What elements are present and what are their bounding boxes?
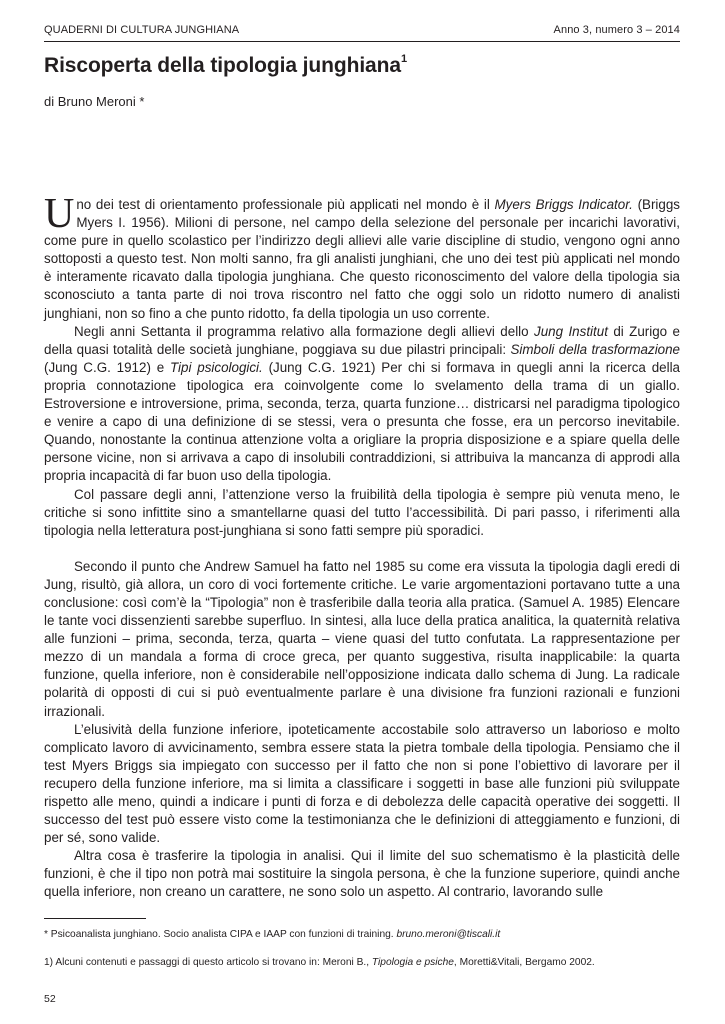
paragraph-text: (Jung C.G. 1912) e <box>44 359 170 375</box>
paragraph-italic: Tipi psicologici. <box>169 359 263 375</box>
paragraph-6: Altra cosa è trasferire la tipologia in analisi. Qui il limite del suo schematismo è la plasticità delle funzioni, è che il tipo non potrà mai sostituire la singola persona, è che la funzione superiore, quindi anche quella inferiore, non creano un carattere, ne sono solo un aspetto. Al contrario, lavorando sulle <box>44 848 680 900</box>
paragraph-5: L’elusività della funzione inferiore, ipoteticamente accostabile solo attraverso un laborioso e molto complicato lavoro di avvicinamento, sembra essere stata la pietra tombale della tipologia. Pensiamo che il test Myers Briggs sia impiegato con successo per il fatto che non si pone l’obiettivo di lavorare per il recupero della funzione inferiore, ma si limita a classificare i soggetti in base alle funzioni più sviluppate rispetto alle meno, quindi a indicare i punti di forza e di debolezza delle capacità operative dei soggetti. Il successo del test può essere visto come la testimonianza che le definizioni di atteggiamento e funzioni, di per sé, sono valide. <box>44 721 680 846</box>
footnote-text: , Moretti&Vitali, Bergamo 2002. <box>453 957 595 968</box>
paragraph-italic: Simboli della trasformazione <box>510 341 681 357</box>
paragraph-4: Secondo il punto che Andrew Samuel ha fatto nel 1985 su come era vissuta la tipologia dagli eredi di Jung, risultò, già allora, un coro di voci fortemente critiche. Le varie argomentazioni portavano tutte a una conclusione: così com’è la “Tipologia” non è trasferibile dalla teoria alla pratica. (Samuel A. 1985) Elencare le tante voci dissenzienti sarebbe superfluo. In sintesi, alla luce della pratica analitica, la quaternità relativa alle funzioni – prima, seconda, terza, quarta – viene quasi del tutto confutata. La rappresentazione per mezzo di un mandala a forma di croce greca, per quanto suggestiva, risulta inapplicabile: la quarta funzione, quella inferiore, non è considerabile nell’opposizione indicata dallo schema di Jung. La radicale polarità di opposti di cui si può eventualmente parlare è una divisione fra funzioni razionali e funzioni irrazionali. <box>44 558 680 719</box>
article-title-text: Riscoperta della tipologia junghiana <box>44 54 401 77</box>
drop-cap: U <box>44 191 75 237</box>
paragraph-text: Negli anni Settanta il programma relativo alla formazione degli allievi dello <box>74 323 535 339</box>
paragraph-text: (Briggs Myers I. 1956). Milioni di persone, nel campo della selezione del personale per incarichi lavorativi, come pure in quello scolastico per l’indirizzo degli allievi alle varie discipline di studio, vengono ogni anno sottoposti a questo test. Non molti sanno, fra gli analisti junghiani, che uno dei test più applicati nel mondo è interamente ricavato dalla tipologia junghiana. Che questo riconoscimento del valore della tipologia sia sconosciuto a tanta parte di noi trova riscontro nel fatto che oggi solo un ridotto numero di analisti junghiani, non so fino a che punto ridotto, fa della tipologia un uso corrente. <box>44 197 681 321</box>
footnote-text: * Psicoanalista junghiano. Socio analista CIPA e IAAP con funzioni di training. <box>44 929 397 940</box>
paragraph-text: no dei test di orientamento professionale più applicati nel mondo è il <box>76 197 495 212</box>
article-title <box>44 54 407 78</box>
paragraph-text: (Jung C.G. 1921) Per chi si formava in quegli anni la ricerca della propria connotazione tipologica era coinvolgente come lo svelamento della trama di un giallo. Estroversione e introversione, prima, seconda, terza, quarta funzione… districarsi nel paradigma tipologico e venire a capo di una definizione di se stessi, vera o presunta che fosse, era un percorso inevitabile. Quando, nonostante la continua attenzione volta a origliare la propria disposizione e a spiare quella delle persone vicine, non si arrivava a capo di insolubili contraddizioni, si attribuiva la mancanza di approdi alla propria incapacità di far buon uso della tipologia. <box>44 359 680 484</box>
article-body <box>44 191 681 902</box>
footnote-text: 1) Alcuni contenuti e passaggi di questo articolo si trovano in: Meroni B., <box>44 957 372 968</box>
paragraph-3: Col passare degli anni, l’attenzione verso la fruibilità della tipologia è sempre più venuta meno, le critiche si sono infittite sino a smantellarne quasi del tutto l’accessibilità. Di pari passo, i riferimenti alla tipologia nella letteratura post-junghiana si sono fatti sempre più sporadici. <box>44 486 680 538</box>
paragraph-text: di Zurigo e della quasi totalità delle società junghiane, poggiava su due pilastri principali: <box>44 323 680 357</box>
footnote-author <box>44 929 680 940</box>
journal-name: QUADERNI DI CULTURA JUNGHIANA <box>44 24 240 36</box>
page-number: 52 <box>44 993 56 1005</box>
footnote-italic: Tipologia e psiche <box>371 957 454 968</box>
paragraph-1 <box>44 191 681 323</box>
paragraph-italic: Jung Institut <box>534 323 608 339</box>
paragraph-italic: Myers Briggs Indicator. <box>494 197 633 212</box>
running-header <box>44 24 680 40</box>
paragraph-2 <box>44 323 680 486</box>
footnote-1 <box>44 957 680 968</box>
author-email-link[interactable]: bruno.meroni@tiscali.it <box>396 929 501 940</box>
title-footnote-marker: 1 <box>400 53 407 65</box>
footnote-rule <box>44 918 146 919</box>
article-author: di Bruno Meroni * <box>44 94 145 109</box>
header-rule <box>44 41 680 42</box>
issue-info: Anno 3, numero 3 – 2014 <box>553 24 680 36</box>
